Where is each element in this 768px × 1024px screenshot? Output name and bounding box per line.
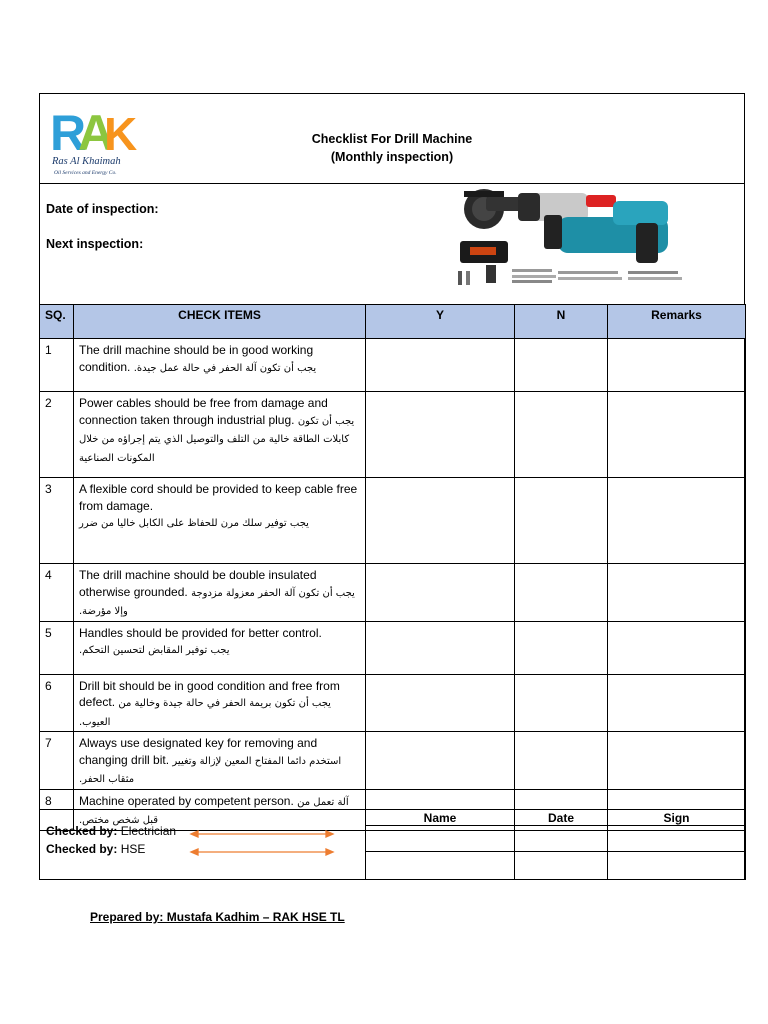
item-arabic: يجب توفير سلك مرن للحفاظ على الكابل خاليا من ضرر [79,518,309,529]
y-cell[interactable] [366,339,515,392]
table-row [40,732,746,790]
item-arabic: يجب أن تكون بريمة الحفر في حالة جيدة وخالية من العيوب. [79,698,331,728]
signoff-table [39,809,746,880]
dates-section [40,183,744,305]
y-cell[interactable] [366,392,515,478]
double-arrow-icons [190,826,336,860]
n-cell[interactable] [515,392,608,478]
checked-by-hse: Checked by: HSE [46,842,146,856]
logo-line1: Ras Al Khaimah [52,156,121,167]
name-cell[interactable] [366,852,515,880]
item-text: The drill machine should be double insulated otherwise grounded. [79,568,317,599]
col-sq-header: SQ. [40,305,74,339]
remarks-cell[interactable] [608,564,746,622]
item-arabic: يجب توفير المقابض لتحسين التحكم. [79,645,230,656]
item-text: Handles should be provided for better control. [79,625,322,640]
date-cell[interactable] [515,826,608,852]
row-number: 1 [45,343,52,357]
n-cell[interactable] [515,732,608,790]
col-n-header: N [515,305,608,339]
table-row [40,339,746,392]
date-header: Date [515,810,608,826]
item-arabic: يجب أن تكون آلة الحفر في حالة عمل جيدة. [133,362,317,374]
item-arabic: يجب أن تكون آلة الحفر معزولة مزدوجة وإلا مؤرضة. [79,587,355,617]
item-text: Power cables should be free from damage and connection taken through industrial plug. [79,396,328,427]
table-row [40,621,746,674]
checklist-sheet [39,93,745,880]
svg-text:A: A [78,105,112,161]
table-row [40,478,746,564]
row-number: 8 [45,793,52,808]
row-number: 3 [45,482,52,496]
header-section [40,94,744,184]
item-arabic: يجب أن تكون كابلات الطاقة خالية من التلف والتوصيل الذي يتم إجراؤه من خلال المكونات الصناعية [79,415,355,464]
remarks-cell[interactable] [608,732,746,790]
prepared-by: Prepared by: Mustafa Kadhim – RAK HSE TL [90,910,345,924]
remarks-cell[interactable] [608,621,746,674]
row-number: 5 [45,625,52,640]
sign-header: Sign [608,810,746,826]
col-items-header: CHECK ITEMS [74,305,366,339]
n-cell[interactable] [515,564,608,622]
checklist-table [39,304,746,831]
item-text: Drill bit should be in good condition and free from defect. [79,678,340,709]
col-y-header: Y [366,305,515,339]
row-number: 6 [45,678,52,693]
checked-by-cell [40,810,366,880]
sign-cell[interactable] [608,826,746,852]
row-number: 7 [45,736,52,750]
document-title [270,130,514,166]
y-cell[interactable] [366,564,515,622]
subtitle-text: (Monthly inspection) [330,150,454,164]
row-number: 4 [45,568,52,582]
remarks-cell[interactable] [608,392,746,478]
item-text: The drill machine should be in good working condition. [79,343,314,374]
n-cell[interactable] [515,674,608,732]
logo-line2: Oil Services and Energy Co. [54,170,117,176]
y-cell[interactable] [366,674,515,732]
item-arabic: آلة تعمل من قبل شخص مختص. [79,796,349,826]
remarks-cell[interactable] [608,339,746,392]
col-remarks-header: Remarks [608,305,746,339]
y-cell[interactable] [366,621,515,674]
date-of-inspection-label: Date of inspection: [46,202,159,216]
item-arabic: استخدم دائما المفتاح المعين لإزالة وتغيير مثقاب الحفر. [79,755,342,785]
table-row [40,674,746,732]
row-number: 2 [45,396,52,410]
remarks-cell[interactable] [608,478,746,564]
table-row [40,564,746,622]
y-cell[interactable] [366,732,515,790]
item-text: Machine operated by competent person. [79,793,294,808]
title-text: Checklist For Drill Machine [311,132,473,146]
n-cell[interactable] [515,621,608,674]
name-cell[interactable] [366,826,515,852]
y-cell[interactable] [366,478,515,564]
checked-by-electrician: Checked by: Electrician [46,824,177,838]
rak-logo [50,98,138,180]
table-row [40,392,746,478]
drill-machine-image [458,187,682,283]
n-cell[interactable] [515,339,608,392]
remarks-cell[interactable] [608,674,746,732]
item-text: Always use designated key for removing and changing drill bit. [79,736,318,767]
next-inspection-label: Next inspection: [46,237,144,251]
sign-cell[interactable] [608,852,746,880]
svg-text:R: R [50,105,84,161]
item-text: A flexible cord should be provided to keep cable free from damage. [79,482,358,513]
date-cell[interactable] [515,852,608,880]
svg-text:K: K [104,108,138,160]
name-header: Name [366,810,515,826]
table-header-row [40,305,746,339]
n-cell[interactable] [515,478,608,564]
